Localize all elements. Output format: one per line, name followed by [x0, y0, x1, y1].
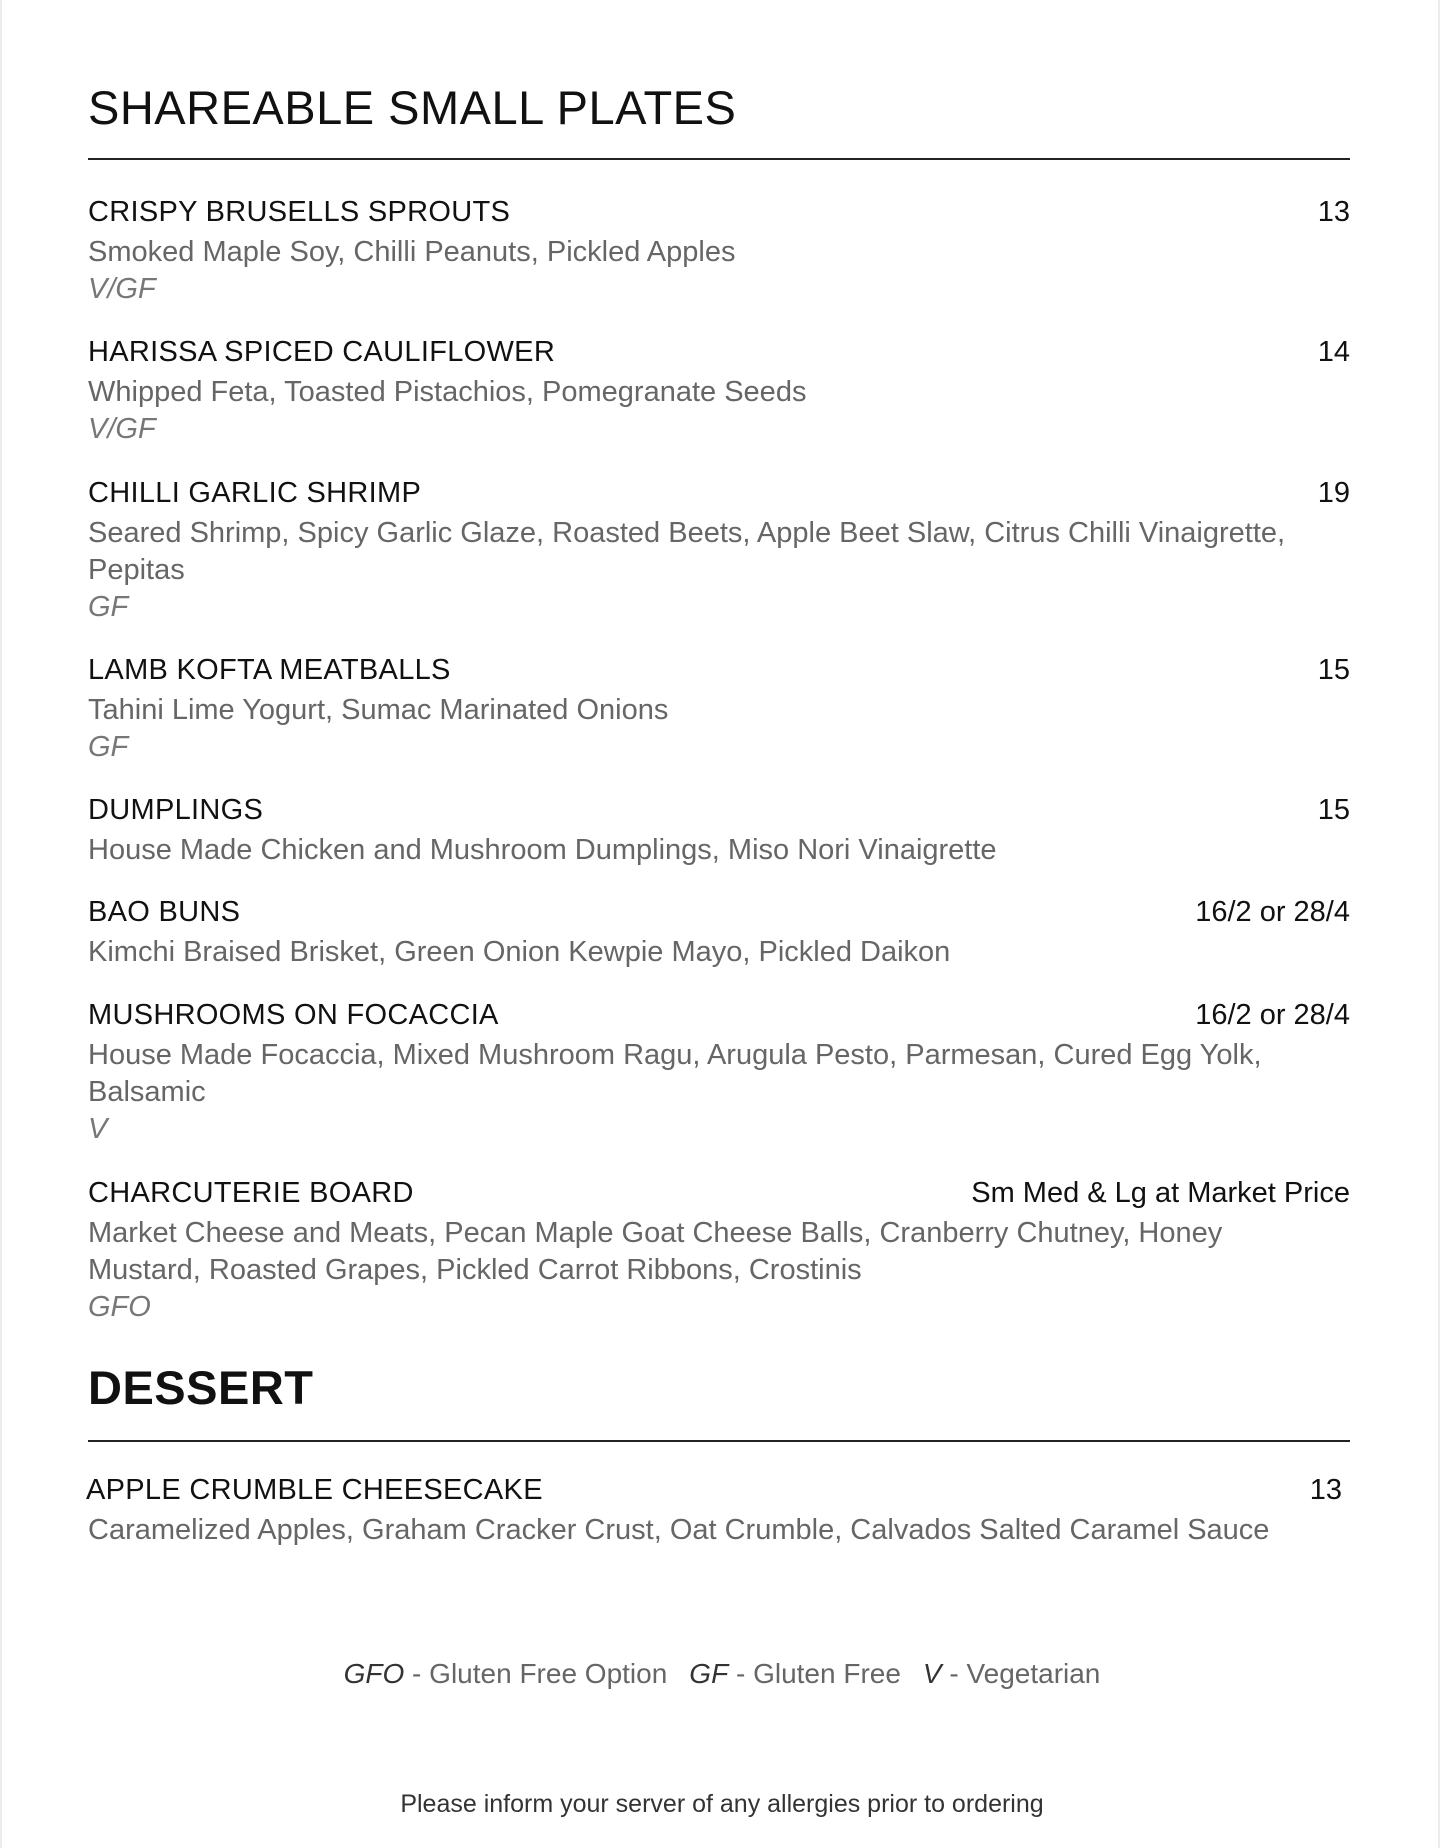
legend-text-v: - Vegetarian — [941, 1658, 1101, 1689]
menu-item-price: 13 — [1317, 196, 1350, 228]
menu-item-description: Caramelized Apples, Graham Cracker Crust, Oat Crumble, Calvados Salted Caramel Sauce — [88, 1514, 1270, 1546]
menu-item-diet-tags: V — [88, 1113, 108, 1145]
menu-item-name: CHILLI GARLIC SHRIMP — [88, 477, 422, 509]
section-title-shareable-small-plates: SHAREABLE SMALL PLATES — [88, 81, 737, 134]
section-divider — [88, 158, 1350, 160]
menu-item-lamb-kofta-meatballs — [88, 654, 1350, 766]
menu-item-name: APPLE CRUMBLE CHEESECAKE — [86, 1474, 543, 1506]
legend-text-gfo: - Gluten Free Option — [404, 1658, 668, 1689]
menu-item-diet-tags: V/GF — [88, 413, 156, 445]
dietary-legend — [2, 1658, 1440, 1690]
menu-item-price: 15 — [1317, 794, 1350, 826]
menu-item-price: 19 — [1317, 477, 1350, 509]
menu-item-name: BAO BUNS — [88, 896, 241, 928]
menu-item-apple-crumble-cheesecake — [86, 1474, 1348, 1549]
menu-item-description: Market Cheese and Meats, Pecan Maple Goat Cheese Balls, Cranberry Chutney, Honey Mustard, Roasted Grapes, Pickled Carrot Ribbons, Crostinis — [88, 1217, 1223, 1286]
allergy-notice: Please inform your server of any allergies prior to ordering — [400, 1790, 1044, 1818]
section-divider — [88, 1440, 1350, 1442]
menu-item-price: Sm Med & Lg at Market Price — [971, 1177, 1350, 1209]
menu-item-description: House Made Focaccia, Mixed Mushroom Ragu, Arugula Pesto, Parmesan, Cured Egg Yolk, Balsamic — [88, 1039, 1262, 1108]
menu-item-harissa-spiced-cauliflower — [88, 336, 1350, 448]
menu-item-dumplings — [88, 794, 1350, 869]
menu-item-name: LAMB KOFTA MEATBALLS — [88, 654, 451, 686]
menu-item-chilli-garlic-shrimp — [88, 477, 1350, 626]
menu-item-description: House Made Chicken and Mushroom Dumplings, Miso Nori Vinaigrette — [88, 834, 997, 866]
section-title-dessert: DESSERT — [88, 1361, 314, 1414]
menu-item-mushrooms-on-focaccia — [88, 999, 1350, 1148]
menu-item-diet-tags: GF — [88, 591, 129, 623]
menu-item-description: Seared Shrimp, Spicy Garlic Glaze, Roasted Beets, Apple Beet Slaw, Citrus Chilli Vinaigrette, Pepitas — [88, 517, 1286, 586]
menu-item-name: HARISSA SPICED CAULIFLOWER — [88, 336, 556, 368]
menu-item-description: Smoked Maple Soy, Chilli Peanuts, Pickled Apples — [88, 236, 736, 268]
menu-item-price: 13 — [1309, 1474, 1342, 1506]
menu-item-diet-tags: V/GF — [88, 273, 156, 305]
menu-item-description: Tahini Lime Yogurt, Sumac Marinated Onions — [88, 694, 669, 726]
menu-item-diet-tags: GFO — [88, 1291, 151, 1323]
menu-item-price: 15 — [1317, 654, 1350, 686]
legend-code-v: V — [922, 1658, 942, 1689]
menu-item-crispy-brussels-sprouts — [88, 196, 1350, 308]
menu-item-price: 16/2 or 28/4 — [1195, 896, 1350, 928]
menu-item-charcuterie-board — [88, 1177, 1350, 1326]
menu-item-description: Kimchi Braised Brisket, Green Onion Kewpie Mayo, Pickled Daikon — [88, 936, 951, 968]
menu-item-price: 14 — [1317, 336, 1350, 368]
menu-item-description: Whipped Feta, Toasted Pistachios, Pomegranate Seeds — [88, 376, 807, 408]
legend-code-gfo: GFO — [343, 1658, 405, 1689]
menu-item-name: DUMPLINGS — [88, 794, 264, 826]
menu-item-name: CRISPY BRUSELLS SPROUTS — [88, 196, 511, 228]
legend-text-gf: - Gluten Free — [728, 1658, 901, 1689]
legend-code-gf: GF — [689, 1658, 729, 1689]
menu-item-diet-tags: GF — [88, 731, 129, 763]
menu-item-name: CHARCUTERIE BOARD — [88, 1177, 414, 1209]
menu-item-name: MUSHROOMS ON FOCACCIA — [88, 999, 499, 1031]
menu-item-price: 16/2 or 28/4 — [1195, 999, 1350, 1031]
menu-item-bao-buns — [88, 896, 1350, 971]
